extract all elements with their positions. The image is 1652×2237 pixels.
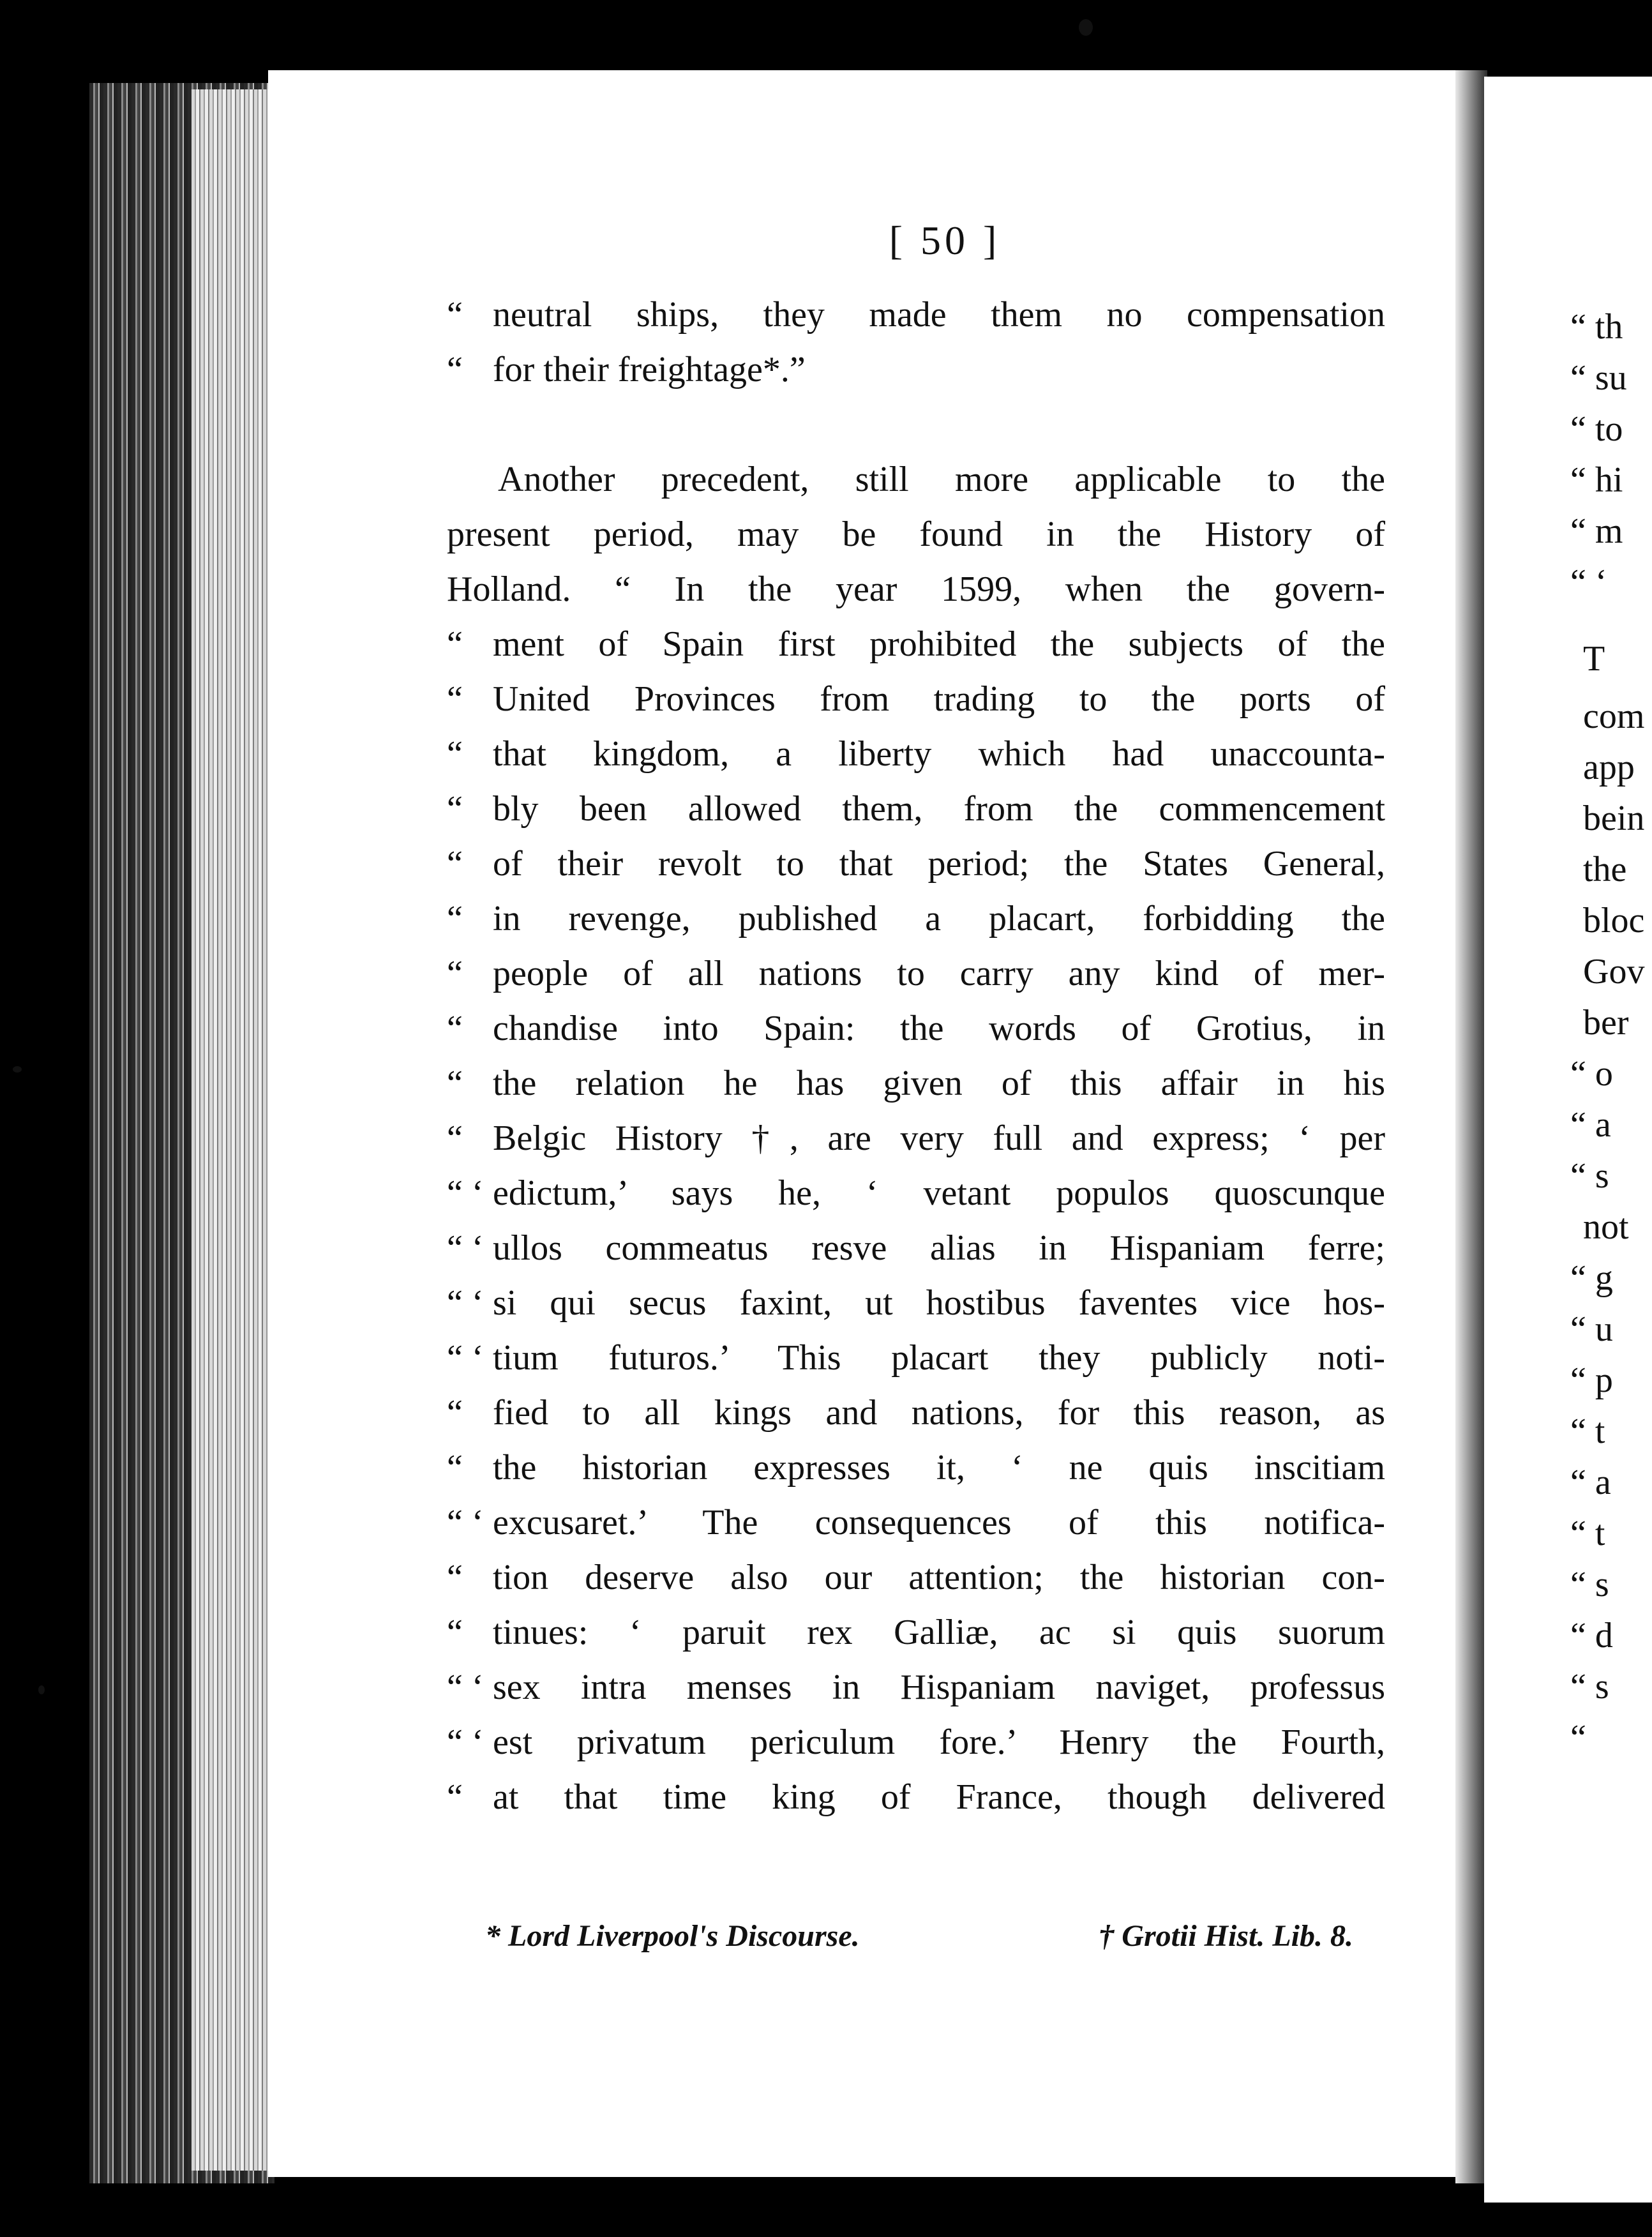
facing-line-fragment: bloc xyxy=(1583,901,1645,940)
facing-line-fragment: “ xyxy=(1570,1718,1586,1758)
scan-speck xyxy=(13,1066,22,1073)
line-text: at that time king of France, though delivered xyxy=(493,1777,1385,1817)
line-text: United Provinces from trading to the ports of xyxy=(493,679,1385,719)
facing-line-fragment: “ m xyxy=(1570,511,1623,551)
book-edge-pages xyxy=(191,89,281,2171)
facing-line-fragment: “ s xyxy=(1570,1565,1609,1604)
quote-mark: “ xyxy=(447,1118,463,1158)
text-line xyxy=(447,507,1385,562)
text-line xyxy=(447,342,1385,397)
quote-mark: “ ‘ xyxy=(447,1338,484,1378)
facing-line-fragment: the xyxy=(1583,850,1627,889)
facing-line-fragment: T xyxy=(1583,639,1605,679)
page-gutter xyxy=(1455,70,1487,2183)
facing-line-fragment: “ u xyxy=(1570,1309,1613,1349)
text-line xyxy=(447,1605,1385,1660)
line-text: of their revolt to that period; the States General, xyxy=(493,844,1385,884)
line-text: the historian expresses it, ‘ ne quis inscitiam xyxy=(493,1448,1385,1488)
facing-line-fragment: “ t xyxy=(1570,1514,1605,1553)
quote-mark: “ ‘ xyxy=(447,1173,484,1213)
line-text: edictum,’ says he, ‘ vetant populos quoscunque xyxy=(493,1173,1385,1213)
text-line xyxy=(447,287,1385,342)
page-number-header: [ 50 ] xyxy=(889,218,1001,263)
line-text: chandise into Spain: the words of Grotius, in xyxy=(493,1009,1385,1048)
line-text: tinues: ‘ paruit rex Galliæ, ac si quis suorum xyxy=(493,1613,1385,1652)
text-line xyxy=(447,781,1385,836)
facing-line-fragment: “ hi xyxy=(1570,460,1623,500)
text-line xyxy=(447,672,1385,727)
facing-line-fragment: “ t xyxy=(1570,1412,1605,1451)
facing-line-fragment: “ a xyxy=(1570,1463,1611,1502)
line-text: fied to all kings and nations, for this reason, as xyxy=(493,1393,1385,1433)
line-text: excusaret.’ The consequences of this notifica- xyxy=(493,1503,1385,1542)
quote-mark: “ xyxy=(447,1064,463,1103)
scan-speck xyxy=(38,1685,45,1694)
quote-mark: “ xyxy=(447,624,463,664)
quote-mark: “ xyxy=(447,789,463,829)
text-line xyxy=(447,891,1385,946)
line-text: that kingdom, a liberty which had unaccounta- xyxy=(493,734,1385,774)
text-line xyxy=(447,1660,1385,1715)
text-line xyxy=(447,1001,1385,1056)
line-text: present period, may be found in the History of xyxy=(447,515,1385,554)
facing-line-fragment: “ th xyxy=(1570,307,1623,347)
facing-line-fragment: “ s xyxy=(1570,1156,1609,1196)
facing-line-fragment: “ a xyxy=(1570,1105,1611,1145)
page-body-text xyxy=(447,287,1385,1825)
facing-line-fragment: app xyxy=(1583,748,1635,787)
quote-mark: “ xyxy=(447,1009,463,1048)
quote-mark: “ xyxy=(447,1393,463,1433)
quote-mark: “ xyxy=(447,1448,463,1488)
quote-mark: “ xyxy=(447,844,463,884)
line-text: in revenge, published a placart, forbidding the xyxy=(493,899,1385,938)
text-line xyxy=(447,727,1385,781)
line-text: for their freightage*.” xyxy=(493,350,806,389)
quote-mark: “ xyxy=(447,679,463,719)
quote-mark: “ ‘ xyxy=(447,1668,484,1707)
line-text: ment of Spain first prohibited the subjects of the xyxy=(493,624,1385,664)
facing-line-fragment: “ ‘ xyxy=(1570,562,1607,602)
text-line xyxy=(447,1440,1385,1495)
text-line xyxy=(447,1056,1385,1111)
footnote-liverpool: * Lord Liverpool's Discourse. xyxy=(485,1919,860,1953)
quote-mark: “ ‘ xyxy=(447,1228,484,1268)
text-line xyxy=(447,452,1385,507)
facing-line-fragment: “ p xyxy=(1570,1360,1613,1400)
line-text: est privatum periculum fore.’ Henry the Fourth, xyxy=(493,1722,1385,1762)
text-line xyxy=(447,946,1385,1001)
text-line xyxy=(447,1221,1385,1276)
line-text: the relation he has given of this affair in his xyxy=(493,1064,1385,1103)
line-text: people of all nations to carry any kind of mer- xyxy=(493,954,1385,993)
quote-mark: “ xyxy=(447,899,463,938)
text-line xyxy=(447,562,1385,617)
text-line xyxy=(447,1715,1385,1770)
line-text: Another precedent, still more applicable to the xyxy=(498,460,1385,499)
facing-line-fragment: “ s xyxy=(1570,1667,1609,1706)
facing-line-fragment: Gov xyxy=(1583,952,1645,991)
text-line xyxy=(447,1495,1385,1550)
facing-line-fragment: not xyxy=(1583,1207,1629,1247)
facing-line-fragment: “ g xyxy=(1570,1258,1613,1298)
text-line xyxy=(447,836,1385,891)
quote-mark: “ ‘ xyxy=(447,1722,484,1762)
line-text: Belgic History †, are very full and express; ‘ per xyxy=(493,1118,1385,1158)
quote-mark: “ xyxy=(447,1558,463,1597)
text-line xyxy=(447,1770,1385,1825)
quote-mark: “ xyxy=(447,734,463,774)
quote-mark: “ ‘ xyxy=(447,1503,484,1542)
facing-line-fragment: “ o xyxy=(1570,1054,1613,1094)
text-line xyxy=(447,1111,1385,1166)
quote-mark: “ xyxy=(447,954,463,993)
quote-mark: “ xyxy=(447,295,463,335)
quote-mark: “ xyxy=(447,1613,463,1652)
text-line xyxy=(447,1166,1385,1221)
facing-line-fragment: “ su xyxy=(1570,358,1627,398)
facing-line-fragment: ber xyxy=(1583,1003,1629,1043)
text-line xyxy=(447,617,1385,672)
text-line xyxy=(447,1330,1385,1385)
facing-line-fragment: com xyxy=(1583,697,1645,736)
scan-speck xyxy=(1079,19,1093,36)
facing-line-fragment: bein xyxy=(1583,799,1645,838)
facing-line-fragment: “ to xyxy=(1570,409,1623,449)
quote-mark: “ xyxy=(447,350,463,389)
text-line xyxy=(447,1276,1385,1330)
footnote-grotius: † Grotii Hist. Lib. 8. xyxy=(1099,1919,1353,1953)
facing-line-fragment: “ d xyxy=(1570,1616,1613,1655)
line-text: bly been allowed them, from the commencement xyxy=(493,789,1385,829)
line-text: tion deserve also our attention; the historian con- xyxy=(493,1558,1385,1597)
text-line xyxy=(447,1550,1385,1605)
line-text: sex intra menses in Hispaniam naviget, professus xyxy=(493,1668,1385,1707)
line-text: Holland. “ In the year 1599, when the govern- xyxy=(447,569,1385,609)
paragraph-gap xyxy=(447,397,1385,452)
quote-mark: “ xyxy=(447,1777,463,1817)
line-text: tium futuros.’ This placart they publicly noti- xyxy=(493,1338,1385,1378)
line-text: si qui secus faxint, ut hostibus faventes vice hos- xyxy=(493,1283,1385,1323)
text-line xyxy=(447,1385,1385,1440)
quote-mark: “ ‘ xyxy=(447,1283,484,1323)
line-text: neutral ships, they made them no compensation xyxy=(493,295,1385,335)
line-text: ullos commeatus resve alias in Hispaniam ferre; xyxy=(493,1228,1385,1268)
